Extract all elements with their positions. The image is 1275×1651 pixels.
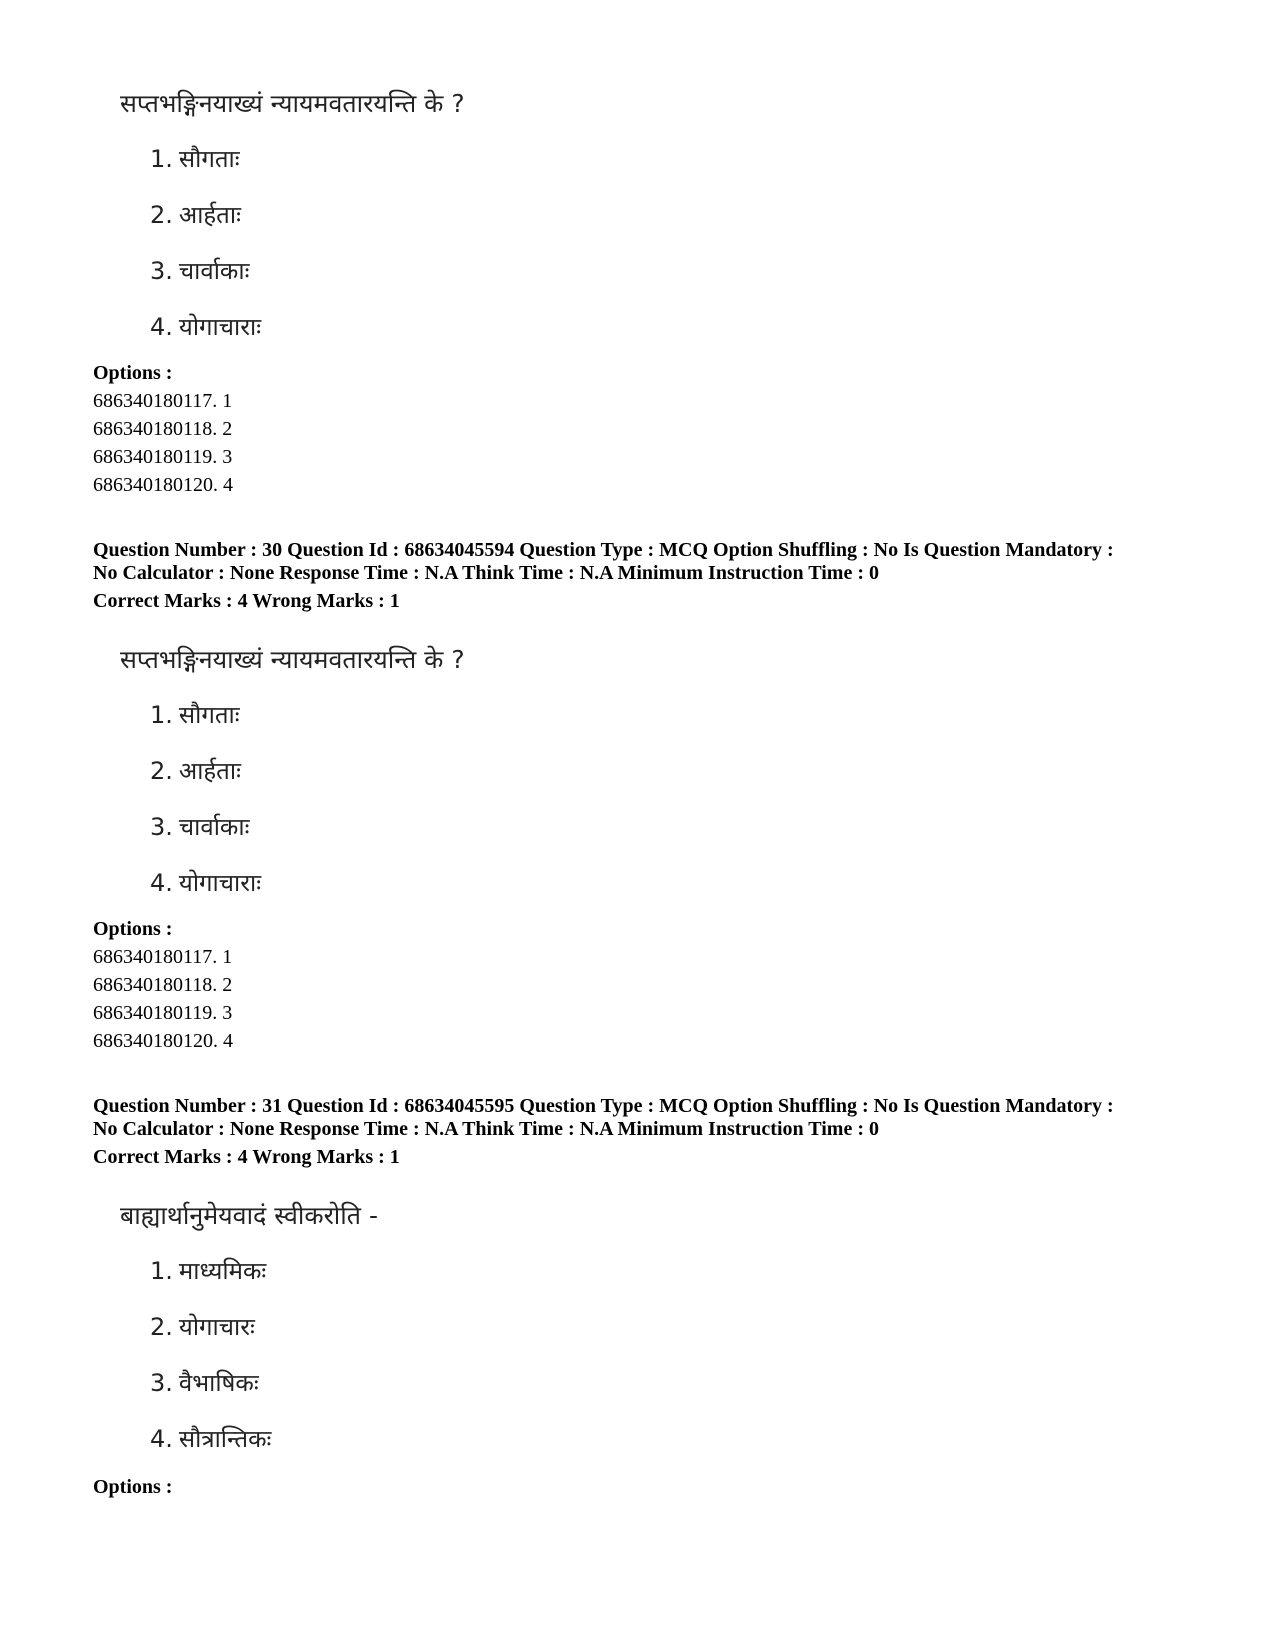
choice-3 <box>150 810 249 843</box>
option-line: 686340180118. 2 <box>93 418 233 440</box>
choice-3 <box>150 1366 259 1399</box>
choice-number: 2. <box>150 1313 173 1341</box>
option-line: 686340180120. 4 <box>93 1030 233 1052</box>
question-meta-line-2: No Calculator : None Response Time : N.A Think Time : N.A Minimum Instruction Time : 0 <box>93 562 879 584</box>
choice-2 <box>150 1310 255 1343</box>
choice-1 <box>150 698 240 731</box>
choice-text: आर्हताः <box>178 757 241 785</box>
choice-text: योगाचारः <box>178 1313 255 1341</box>
choice-text: योगाचाराः <box>178 313 262 341</box>
choice-1 <box>150 142 240 175</box>
question-text: सप्तभङ्गिनयाख्यं न्यायमवतारयन्ति के ? <box>120 89 465 118</box>
choice-number: 3. <box>150 257 173 285</box>
choice-number: 1. <box>150 145 173 173</box>
choice-number: 1. <box>150 701 173 729</box>
question-text: बाह्यार्थानुमेयवादं स्वीकरोति - <box>120 1201 378 1230</box>
options-heading: Options : <box>93 1476 173 1498</box>
option-line: 686340180120. 4 <box>93 474 233 496</box>
choice-number: 4. <box>150 313 173 341</box>
choice-number: 1. <box>150 1257 173 1285</box>
option-line: 686340180119. 3 <box>93 446 233 468</box>
question-meta-line-2: No Calculator : None Response Time : N.A Think Time : N.A Minimum Instruction Time : 0 <box>93 1118 879 1140</box>
choice-text: योगाचाराः <box>178 869 262 897</box>
choice-number: 2. <box>150 757 173 785</box>
choice-text: चार्वाकाः <box>178 813 250 841</box>
choice-1 <box>150 1254 266 1287</box>
question-marks: Correct Marks : 4 Wrong Marks : 1 <box>93 590 400 612</box>
question-meta-line-1: Question Number : 30 Question Id : 68634045594 Question Type : MCQ Option Shuffling : No Is Question Mandatory : <box>93 539 1114 561</box>
option-line: 686340180118. 2 <box>93 974 233 996</box>
choice-4 <box>150 866 261 899</box>
choice-text: सौगताः <box>178 701 240 729</box>
choice-text: आर्हताः <box>178 201 241 229</box>
choice-number: 2. <box>150 201 173 229</box>
choice-number: 4. <box>150 1425 173 1453</box>
choice-2 <box>150 754 241 787</box>
choice-4 <box>150 310 261 343</box>
option-line: 686340180119. 3 <box>93 1002 233 1024</box>
option-line: 686340180117. 1 <box>93 390 233 412</box>
question-marks: Correct Marks : 4 Wrong Marks : 1 <box>93 1146 400 1168</box>
choice-4 <box>150 1422 271 1455</box>
choice-2 <box>150 198 241 231</box>
choice-text: वैभाषिकः <box>178 1369 259 1397</box>
choice-text: माध्यमिकः <box>178 1257 267 1285</box>
question-meta-line-1: Question Number : 31 Question Id : 68634045595 Question Type : MCQ Option Shuffling : No Is Question Mandatory : <box>93 1095 1114 1117</box>
options-heading: Options : <box>93 362 173 384</box>
choice-number: 3. <box>150 813 173 841</box>
choice-number: 3. <box>150 1369 173 1397</box>
option-line: 686340180117. 1 <box>93 946 233 968</box>
question-text: सप्तभङ्गिनयाख्यं न्यायमवतारयन्ति के ? <box>120 645 465 674</box>
options-heading: Options : <box>93 918 173 940</box>
choice-text: चार्वाकाः <box>178 257 250 285</box>
choice-3 <box>150 254 249 287</box>
choice-text: सौत्रान्तिकः <box>178 1425 272 1453</box>
choice-number: 4. <box>150 869 173 897</box>
choice-text: सौगताः <box>178 145 240 173</box>
